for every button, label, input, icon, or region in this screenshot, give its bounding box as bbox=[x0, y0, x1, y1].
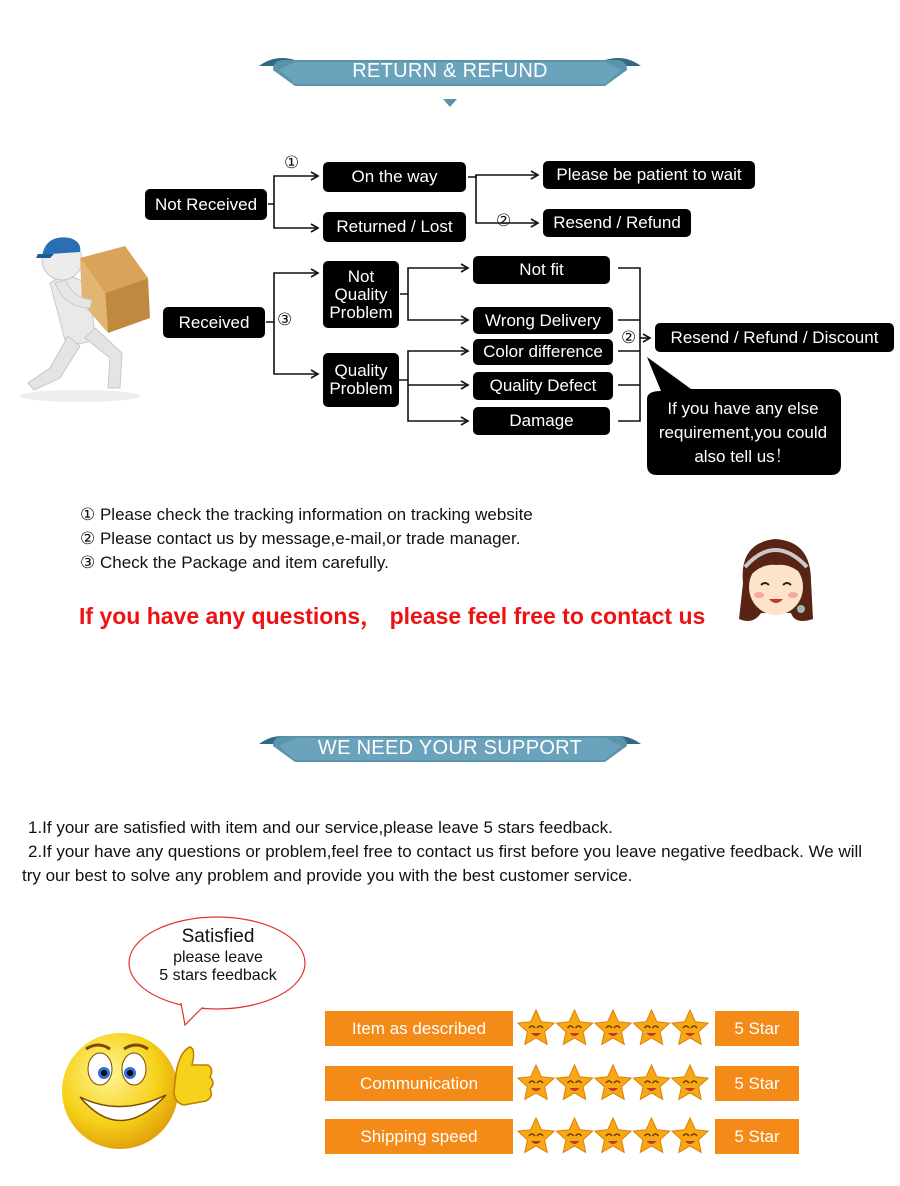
note-3: ③ Check the Package and item carefully. bbox=[80, 553, 389, 572]
step-mark-3: ③ bbox=[277, 310, 293, 329]
star-icon bbox=[518, 1010, 554, 1044]
bubble-line-2: 5 stars feedback bbox=[159, 967, 277, 984]
star-icon bbox=[633, 1065, 669, 1099]
note-2: ② Please contact us by message,e-mail,or trade manager. bbox=[80, 529, 521, 548]
rating-stars-communication bbox=[516, 1063, 712, 1103]
rating-label-shipping-speed: Shipping speed bbox=[325, 1119, 513, 1154]
support-line-2: 2.If your have any questions or problem,feel free to contact us first before you leave negative feedback. We will try our best to solve any problem and provide you with the best customer service. bbox=[22, 842, 863, 885]
resend-refund-box: Resend / Refund bbox=[543, 209, 691, 237]
support-paragraph bbox=[22, 816, 882, 888]
not-fit-box: Not fit bbox=[473, 256, 610, 284]
resend-refund-discount-box: Resend / Refund / Discount bbox=[655, 323, 894, 352]
star-icon bbox=[672, 1065, 708, 1099]
step-mark-2-second: ② bbox=[621, 328, 637, 347]
on-the-way-box: On the way bbox=[323, 162, 466, 192]
bubble-title: Satisfied bbox=[181, 926, 255, 947]
star-icon bbox=[518, 1065, 554, 1099]
star-icon bbox=[556, 1010, 592, 1044]
support-title: WE NEED YOUR SUPPORT bbox=[317, 737, 583, 759]
color-difference-box: Color difference bbox=[473, 339, 613, 365]
star-icon bbox=[595, 1065, 631, 1099]
step-mark-2: ② bbox=[496, 211, 512, 230]
notes-list bbox=[80, 503, 533, 575]
smiley-thumbs-up-icon bbox=[58, 1025, 223, 1153]
star-icon bbox=[633, 1118, 669, 1152]
return-refund-title: RETURN & REFUND bbox=[352, 60, 548, 82]
star-icon bbox=[672, 1010, 708, 1044]
rating-value-item-as-described: 5 Star bbox=[715, 1011, 799, 1046]
please-wait-box: Please be patient to wait bbox=[543, 161, 755, 189]
rating-stars-shipping-speed bbox=[516, 1116, 712, 1156]
star-icon bbox=[595, 1010, 631, 1044]
not-quality-problem-box: Not Quality Problem bbox=[323, 261, 399, 328]
bubble-line-1: please leave bbox=[173, 949, 263, 966]
wrong-delivery-box: Wrong Delivery bbox=[473, 307, 613, 334]
quality-defect-box: Quality Defect bbox=[473, 372, 613, 400]
step-mark-1: ① bbox=[284, 153, 300, 172]
rating-value-shipping-speed: 5 Star bbox=[715, 1119, 799, 1154]
not-received-box: Not Received bbox=[145, 189, 267, 220]
star-icon bbox=[672, 1118, 708, 1152]
customer-service-avatar bbox=[735, 533, 817, 629]
support-line-1: 1.If your are satisfied with item and our service,please leave 5 stars feedback. bbox=[28, 818, 613, 837]
note-1: ① Please check the tracking information on tracking website bbox=[80, 505, 533, 524]
star-icon bbox=[633, 1010, 669, 1044]
star-icon bbox=[595, 1118, 631, 1152]
quality-problem-box: Quality Problem bbox=[323, 353, 399, 407]
requirement-bubble-text: If you have any else requirement,you could also tell us！ bbox=[658, 399, 828, 466]
damage-box: Damage bbox=[473, 407, 610, 435]
rating-label-communication: Communication bbox=[325, 1066, 513, 1101]
contact-us-line: If you have any questions， please feel free to contact us bbox=[79, 603, 706, 629]
rating-value-communication: 5 Star bbox=[715, 1066, 799, 1101]
star-icon bbox=[556, 1118, 592, 1152]
star-icon bbox=[556, 1065, 592, 1099]
rating-stars-item-as-described bbox=[516, 1008, 712, 1048]
received-box: Received bbox=[163, 307, 265, 338]
returned-lost-box: Returned / Lost bbox=[323, 212, 466, 242]
star-icon bbox=[518, 1118, 554, 1152]
rating-label-item-as-described: Item as described bbox=[325, 1011, 513, 1046]
